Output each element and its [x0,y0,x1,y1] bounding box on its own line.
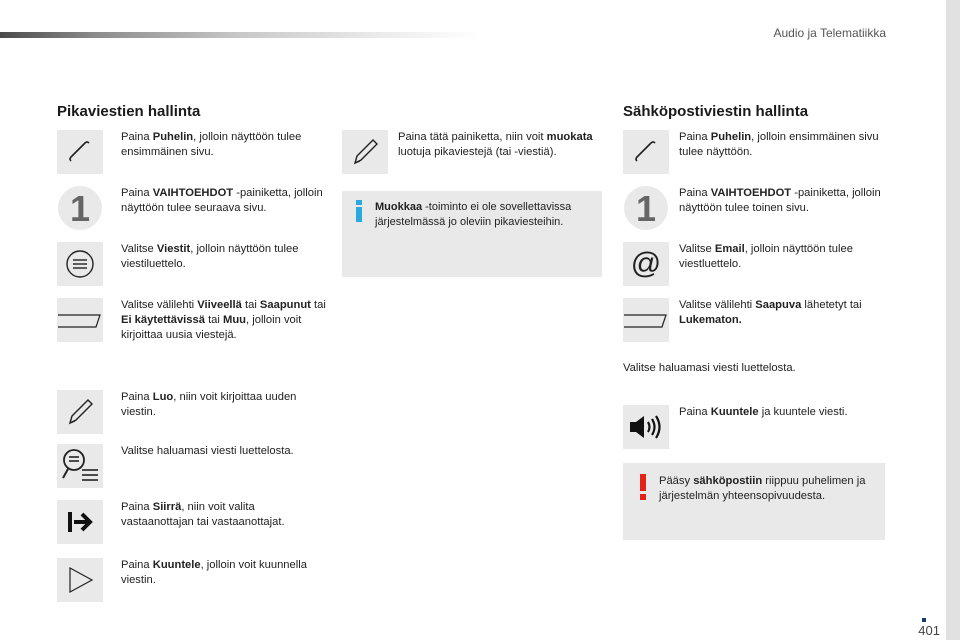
right-step-options-text: Paina VAIHTOEHDOT -painiketta, jolloin näyttöön tulee toinen sivu. [679,187,881,214]
right-step-listen [623,405,885,449]
left-step-listen [57,558,327,602]
page-side-strip [946,0,960,640]
right-step-email [623,242,885,286]
speaker-icon [623,405,669,449]
page-marker [922,618,926,622]
left-step-tabs [57,298,327,343]
left-step-select [57,444,327,488]
select-list-icon [57,444,103,488]
at-sign-icon [623,242,669,286]
info-text: Muokkaa -toiminto ei ole sovellettavissa järjestelmässä jo oleviin pikaviesteihin. [375,201,572,228]
left-step-phone-text: Paina Puhelin, jolloin näyttöön tulee ensimmäinen sivu. [121,131,302,158]
number-one-badge [57,184,103,232]
right-section-title: Sähköpostiviestin hallinta [623,103,809,120]
left-step-select-text: Valitse haluamasi viesti luettelosta. [121,445,294,457]
left-step-forward-text: Paina Siirrä, niin voit valita vastaanottajan tai vastaanottajat. [121,501,285,528]
left-step-options-text: Paina VAIHTOEHDOT -painiketta, jolloin näyttöön tulee seuraava sivu. [121,187,323,214]
middle-step-edit-text: Paina tätä painiketta, niin voit muokata luotuja pikaviestejä (tai -viestiä). [398,131,593,158]
warning-text: Pääsy sähköpostiin riippuu puhelimen ja järjestelmän yhteensopivuudesta. [659,475,866,502]
svg-text:1: 1 [635,188,657,229]
right-step-tabs-text: Valitse välilehti Saapuva lähetetyt tai Lukematon. [679,299,862,326]
right-step-phone-text: Paina Puhelin, jolloin ensimmäinen sivu tulee näyttöön. [679,131,879,158]
left-step-messages-text: Valitse Viestit, jolloin näyttöön tulee viestiluettelo. [121,243,299,270]
left-step-forward [57,500,327,544]
svg-text:1: 1 [69,188,91,229]
info-icon [352,200,366,227]
header-gradient-bar [0,32,480,38]
right-select-text: Valitse haluamasi viesti luettelosta. [623,362,796,374]
left-step-create [57,390,327,434]
page-number: 401 [918,623,940,638]
right-step-listen-text: Paina Kuuntele ja kuuntele viesti. [679,406,848,418]
left-step-messages [57,242,327,286]
pencil-icon [342,130,388,174]
right-step-email-text: Valitse Email, jolloin näyttöön tulee viestluettelo. [679,243,853,270]
middle-step-edit [342,130,602,174]
tab-icon [623,298,669,342]
pencil-icon [57,390,103,434]
phone-handset-icon [57,130,103,174]
play-icon [57,558,103,602]
exclamation-icon [638,474,648,505]
right-step-tabs [623,298,885,342]
left-step-options [57,184,327,232]
tab-icon [57,298,103,342]
header-title: Audio ja Telematiikka [773,26,886,40]
left-step-phone [57,130,327,174]
right-step-options [623,184,885,232]
right-step-phone [623,130,885,174]
phone-handset-icon [623,130,669,174]
left-step-tabs-text: Valitse välilehti Viiveellä tai Saapunut tai Ei käytettävissä tai Muu, jolloin voit kirjoittaa uusia viestejä. [121,299,326,341]
left-section-title: Pikaviestien hallinta [57,103,201,120]
list-icon [57,242,103,286]
left-step-listen-text: Paina Kuuntele, jolloin voit kuunnella viestin. [121,559,307,586]
left-step-create-text: Paina Luo, niin voit kirjoittaa uuden viestin. [121,391,297,418]
svg-text:@: @ [630,248,662,280]
forward-arrow-icon [57,500,103,544]
number-one-badge [623,184,669,232]
